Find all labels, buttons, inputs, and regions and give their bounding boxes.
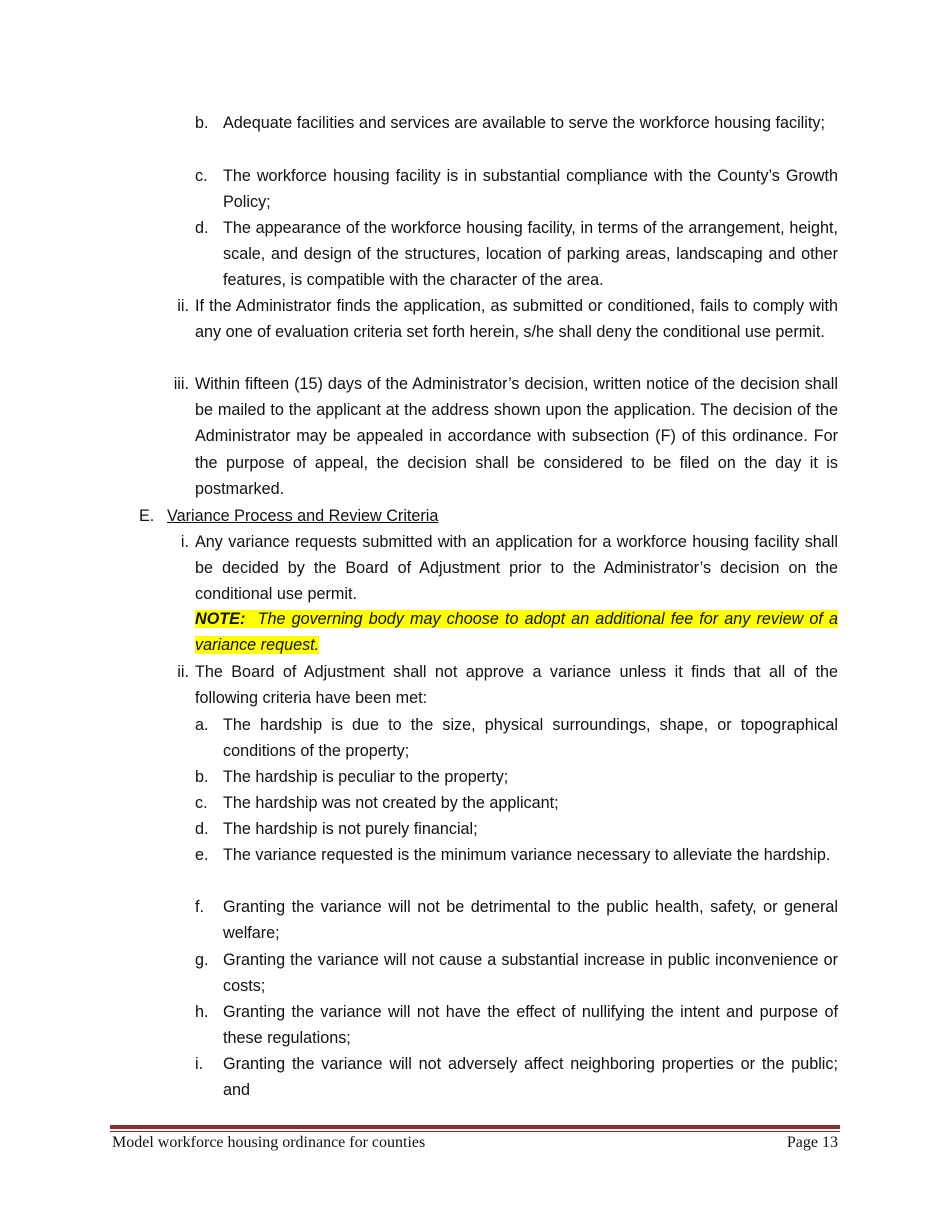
list-item-text: The hardship was not created by the applicant; xyxy=(223,794,559,812)
list-marker: i. xyxy=(180,533,189,551)
list-item xyxy=(195,712,838,764)
list-item-text: The hardship is not purely financial; xyxy=(223,820,478,838)
list-marker: ii. xyxy=(177,663,189,681)
list-item xyxy=(195,842,838,868)
list-item-text: Within fifteen (15) days of the Administrator’s decision, written notice of the decision shall be mailed to the applicant at the address shown upon the application. The decision of the Administrator may be appealed in accordance with subsection (F) of this ordinance. For the purpose of appeal, the decision shall be considered to be filed on the day it is postmarked. xyxy=(195,375,838,498)
list-item-text: The hardship is peculiar to the property; xyxy=(223,768,509,786)
list-item xyxy=(195,163,838,215)
list-marker: b. xyxy=(195,768,209,786)
list-marker: d. xyxy=(195,820,209,838)
section-marker: E. xyxy=(139,507,155,525)
list-marker: ii. xyxy=(177,297,189,315)
list-marker: a. xyxy=(195,716,209,734)
section-title: Variance Process and Review Criteria xyxy=(167,507,439,525)
list-item-text: The appearance of the workforce housing facility, in terms of the arrangement, height, scale, and design of the structures, location of parking areas, landscaping and other features, is compatible with the character of the area. xyxy=(223,219,838,290)
list-item xyxy=(195,764,838,790)
list-item xyxy=(195,1051,838,1103)
list-item-text: If the Administrator finds the application, as submitted or conditioned, fails to comply with any one of evaluation criteria set forth herein, s/he shall deny the conditional use permit. xyxy=(195,297,838,342)
list-item xyxy=(177,293,838,345)
note-paragraph xyxy=(195,606,838,658)
list-item xyxy=(195,999,838,1051)
list-marker: i. xyxy=(195,1055,204,1073)
note-text: The governing body may choose to adopt an additional fee for any review of a variance request. xyxy=(195,610,838,655)
list-item-text: The workforce housing facility is in substantial compliance with the County’s Growth Policy; xyxy=(223,167,838,212)
note-label: NOTE: xyxy=(195,610,246,628)
list-item-text: Granting the variance will not be detrimental to the public health, safety, or general welfare; xyxy=(223,898,838,943)
list-item xyxy=(195,816,838,842)
list-item-text: Granting the variance will not cause a substantial increase in public inconvenience or costs; xyxy=(223,951,838,996)
list-item-text: Any variance requests submitted with an application for a workforce housing facility shall be decided by the Board of Adjustment prior to the Administrator’s decision on the conditional use permit. xyxy=(195,533,838,604)
list-item-text: The variance requested is the minimum variance necessary to alleviate the hardship. xyxy=(223,846,831,864)
page-number: Page 13 xyxy=(786,1134,838,1151)
list-marker: c. xyxy=(195,794,208,812)
section-heading xyxy=(139,503,838,529)
list-marker: iii. xyxy=(173,375,189,393)
list-marker: h. xyxy=(195,1003,209,1021)
footer-title: Model workforce housing ordinance for counties xyxy=(112,1134,426,1151)
list-item xyxy=(195,947,838,999)
list-item-text: Granting the variance will not adversely affect neighboring properties or the public; and xyxy=(223,1055,838,1100)
list-marker: g. xyxy=(195,951,209,969)
list-item xyxy=(195,894,838,946)
list-marker: b. xyxy=(195,114,209,132)
list-item xyxy=(195,790,838,816)
list-item-text: Granting the variance will not have the effect of nullifying the intent and purpose of these regulations; xyxy=(223,1003,838,1048)
list-item xyxy=(173,371,838,502)
list-item xyxy=(177,659,838,711)
list-item xyxy=(180,529,838,608)
list-item-text: The Board of Adjustment shall not approve a variance unless it finds that all of the following criteria have been met: xyxy=(195,663,838,708)
footer-rule-thin xyxy=(110,1131,840,1132)
footer-rule-thick xyxy=(110,1125,840,1129)
list-marker: f. xyxy=(195,898,204,916)
list-item xyxy=(195,215,838,294)
list-marker: d. xyxy=(195,219,209,237)
list-marker: e. xyxy=(195,846,209,864)
list-marker: c. xyxy=(195,167,208,185)
list-item-text: The hardship is due to the size, physical surroundings, shape, or topographical conditions of the property; xyxy=(223,716,838,761)
list-item-text: Adequate facilities and services are available to serve the workforce housing facility; xyxy=(223,114,825,132)
list-item xyxy=(195,110,838,136)
